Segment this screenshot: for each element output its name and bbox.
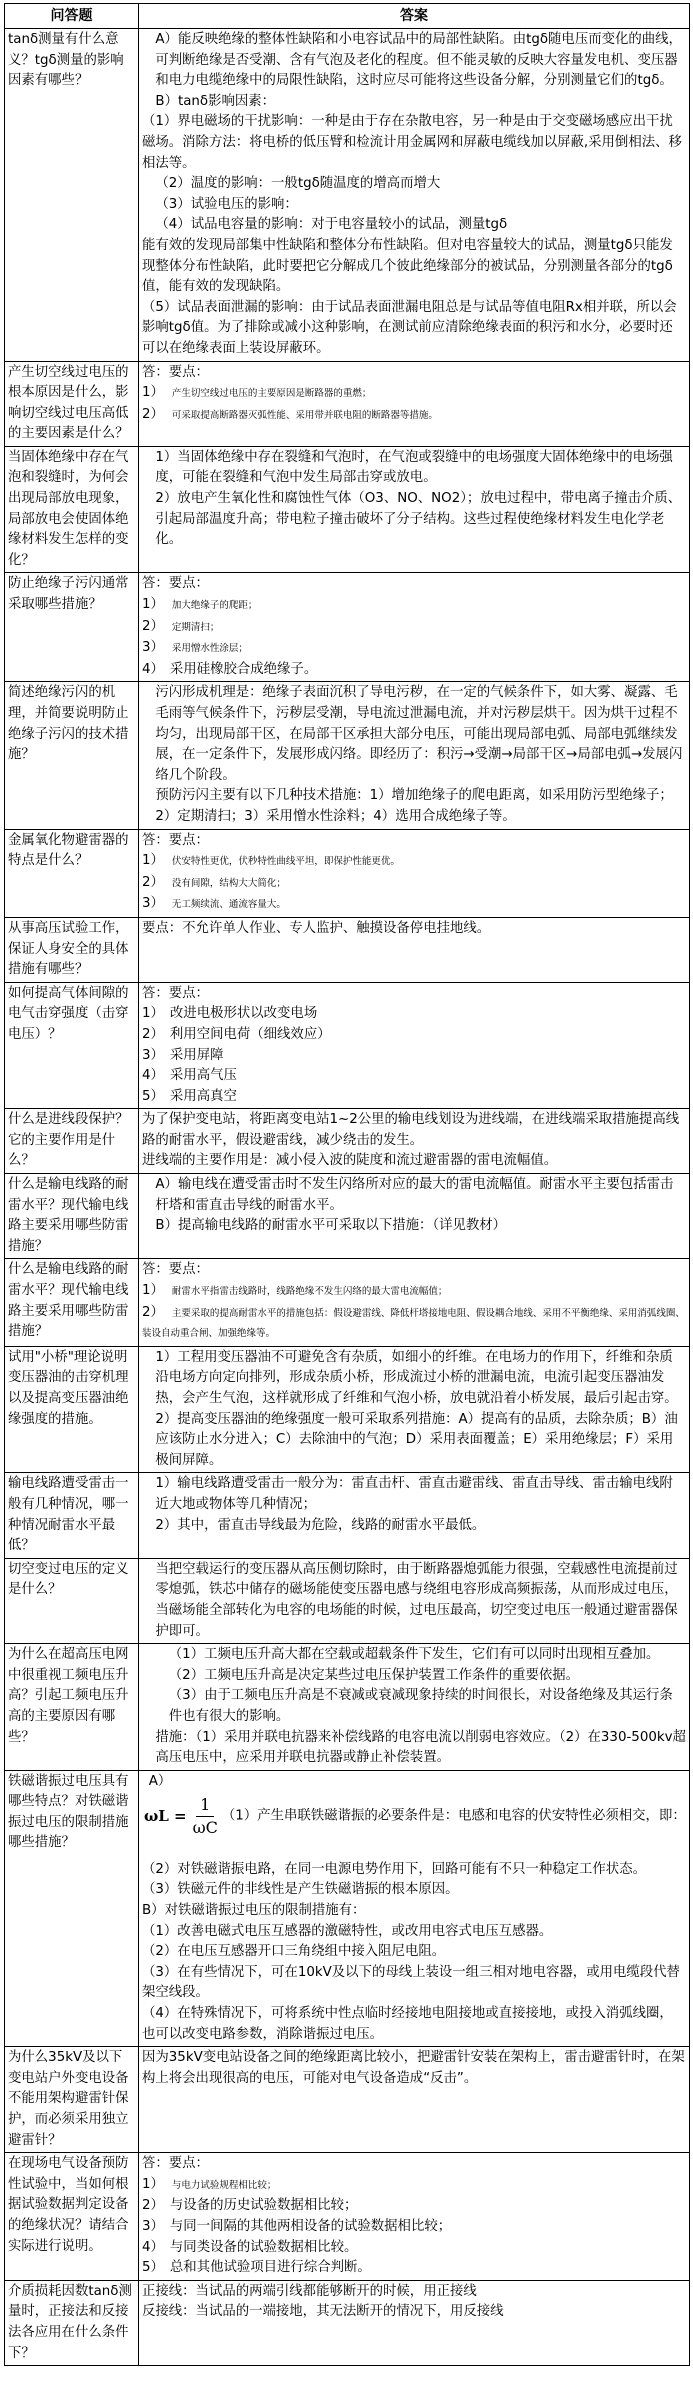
spacer	[142, 1839, 686, 1860]
answer-line	[142, 1728, 686, 1769]
answer-cell	[139, 1109, 690, 1174]
answer-line	[142, 112, 686, 174]
answer-line	[142, 1666, 686, 1687]
answer-cell	[139, 2280, 690, 2365]
list-number: 1）	[142, 597, 164, 613]
answer-line	[142, 2196, 686, 2217]
answer-text: （5）试品表面泄漏的影响：由于试品表面泄漏电阻总是与试品等值电阻Rx相并联，所以会影响tgδ值。为了排除或减小这种影响，在测试前应清除绝缘表面的积污和水分，必要时还可以在绝缘表面上装设屏蔽环。	[142, 299, 677, 356]
answer-text: 改进电极形状以改变电场	[169, 1006, 318, 1022]
formula-lhs: ωL =	[144, 1807, 187, 1826]
list-number: 2）	[142, 2198, 164, 2214]
formula-line	[142, 1792, 686, 1839]
question-cell: 产生切空线过电压的根本原因是什么，影响切空线过电压高低的主要因素是什么？	[5, 361, 139, 446]
question-cell: 简述绝缘污闪的机理，并简要说明防止绝缘子污闪的技术措施？	[5, 682, 139, 829]
answer-cell	[139, 829, 690, 917]
list-number: 1）	[142, 1006, 164, 1022]
answer-text: 与设备的历史试验数据相比较；	[169, 2198, 358, 2214]
answer-cell	[139, 982, 690, 1109]
answer-text: 为了保护变电站，将距离变电站1~2公里的输电线划设为进线端，在进线端采取措施提高线路的耐雷水平，假设避雷线，减少绕击的发生。	[142, 1112, 680, 1148]
answer-text: （4）试品电容量的影响：对于电容量较小的试品，测量tgδ	[155, 217, 508, 233]
answer-line	[142, 1942, 686, 1963]
answer-line	[142, 984, 686, 1005]
table-row	[5, 829, 690, 917]
answer-prefix: A）	[148, 1773, 172, 1789]
list-number: 2）	[142, 874, 164, 890]
answer-line	[142, 1963, 686, 2004]
answer-line	[142, 1303, 686, 1345]
answer-text: 采用屏障	[169, 1047, 224, 1063]
answer-column-header: 答案	[139, 4, 690, 29]
list-number: 2）	[142, 1026, 164, 1042]
list-number: 3）	[142, 1047, 164, 1063]
answer-text: A）能反映绝缘的整体性缺陷和小电容试品中的局部性缺陷。由tgδ随电压而变化的曲线，可判断绝缘是否受潮、含有气泡及老化的程度。但不能灵敏的反映大容量发电机、变压器和电力电缆绝缘中的局限性缺陷，这时应尽可能将这些设备分解，分别测量它们的tgδ。	[155, 32, 682, 89]
answer-text: 反接线：当试品的一端接地，其无法断开的情况下，用反接线	[142, 2304, 504, 2320]
answer-text: 伏安特性更优，伏秒特性曲线平坦，即保护性能更优。	[171, 856, 400, 868]
answer-line	[142, 195, 686, 216]
answer-line	[142, 1216, 686, 1237]
answer-text: 1）工程用变压器油不可避免含有杂质，如细小的纤维。在电场力的作用下，纤维和杂质沿电场方向定向排列，形成杂质小桥，形成流过小桥的泄漏电流，电流引起变压器油发热，会产生气泡，这样就形成了纤维和气泡小桥，放电就沿着小桥发展，最后引起击穿。	[155, 1349, 678, 1406]
answer-line	[142, 489, 686, 551]
answer-text: 采用高气压	[169, 1068, 237, 1084]
answer-line	[142, 2048, 686, 2089]
answer-cell	[139, 1473, 690, 1558]
answer-cell	[139, 29, 690, 362]
answer-text: 要点：不允许单人作业、专人监护、触摸设备停电挂地线。	[142, 920, 491, 936]
answer-text: B）对铁磁谐振过电压的限制措施有：	[142, 1903, 366, 1919]
question-cell: 什么是进线段保护？它的主要作用是什么？	[5, 1109, 139, 1174]
answer-cell	[139, 2047, 690, 2153]
table-row	[5, 2047, 690, 2153]
answer-line	[142, 236, 686, 298]
answer-cell	[139, 361, 690, 446]
answer-text: 1）输电线路遭受雷击一般分为：雷直击杆、雷直击避雷线、雷直击导线、雷击输电线附近大地或物体等几种情况；	[155, 1476, 673, 1512]
table-header-row	[5, 4, 690, 29]
table-row	[5, 1473, 690, 1558]
list-number: 5）	[142, 2260, 164, 2276]
answer-line	[142, 1474, 686, 1515]
answer-text: 耐雷水平指雷击线路时，线路绝缘不发生闪络的最大雷电流幅值；	[171, 1286, 448, 1298]
question-cell: 切空变过电压的定义是什么？	[5, 1558, 139, 1643]
answer-line	[142, 92, 686, 113]
list-number: 2）	[142, 406, 164, 422]
answer-line	[142, 1260, 686, 1281]
answer-cell	[139, 1174, 690, 1259]
answer-line	[142, 1348, 686, 1410]
answer-line	[142, 2154, 686, 2175]
list-number: 1）	[142, 1283, 164, 1299]
answer-text: （3）试验电压的影响：	[155, 196, 298, 212]
table-row	[5, 1770, 690, 2047]
answer-line	[142, 919, 686, 940]
answer-line	[142, 894, 686, 916]
answer-line	[142, 873, 686, 895]
answer-line	[142, 786, 686, 827]
answer-text: 答：要点：	[142, 576, 209, 592]
table-row	[5, 1644, 690, 1771]
answer-line	[142, 2282, 686, 2303]
answer-text: 答：要点：	[142, 832, 209, 848]
question-cell: 金属氧化物避雷器的特点是什么？	[5, 829, 139, 917]
answer-line	[142, 383, 686, 405]
answer-text: （2）对铁磁谐振电路，在同一电源电势作用下，回路可能有不只一种稳定工作状态。	[142, 1861, 646, 1877]
answer-text: 2）其中，雷直击导线最为危险，线路的耐雷水平最低。	[155, 1517, 486, 1533]
answer-line	[142, 1025, 686, 1046]
answer-line	[142, 831, 686, 852]
answer-text: 可采取提高断路器灭弧性能、采用带并联电阻的断路器等措施。	[171, 409, 438, 421]
question-cell: 什么是输电线路的耐雷水平？现代输电线路主要采用哪些防雷措施？	[5, 1259, 139, 1346]
answer-text: 总和其他试验项目进行综合判断。	[169, 2260, 371, 2276]
answer-line	[142, 2238, 686, 2259]
table-row	[5, 29, 690, 362]
question-cell: 为什么在超高压电网中很重视工频电压升高？引起工频电压升高的主要原因有哪些？	[5, 1644, 139, 1771]
answer-cell	[139, 2153, 690, 2281]
answer-text: 与同类设备的试验数据相比较。	[169, 2239, 358, 2255]
list-number: 1）	[142, 853, 164, 869]
answer-text: 答：要点：	[142, 2156, 209, 2172]
answer-text: 采用硅橡胶合成绝缘子。	[169, 661, 318, 677]
answer-text: 采用憎水性涂层；	[171, 643, 248, 655]
table-row	[5, 573, 690, 682]
answer-cell	[139, 917, 690, 982]
answer-line	[142, 1087, 686, 1108]
answer-line	[142, 1151, 686, 1172]
answer-cell	[139, 573, 690, 682]
answer-line	[142, 1901, 686, 1922]
answer-line	[142, 215, 686, 236]
table-row	[5, 2153, 690, 2281]
answer-text: （1）界电磁场的干扰影响：一种是由于存在杂散电容，另一种是由于交变磁场感应出干扰磁场。消除方法：将电桥的低压臂和检流计用金属网和屏蔽电缆线加以屏蔽,采用倒相法、移相法等。	[142, 114, 682, 171]
answer-text: 措施：（1）采用并联电抗器来补偿线路的电容电流以削弱电容效应。（2）在330-500kv超高压电压中，应采用并联电抗器或静止补偿装置。	[155, 1729, 686, 1766]
answer-line	[142, 1281, 686, 1303]
formula-fraction	[193, 1794, 218, 1839]
answer-text: 预防污闪主要有以下几种技术措施：1）增加绝缘子的爬电距离，如采用防污型绝缘子；2）定期清扫；3）采用憎水性涂料；4）选用合成绝缘子等。	[155, 788, 673, 824]
answer-line	[142, 2258, 686, 2279]
answer-line	[142, 683, 686, 786]
question-column-header: 问答题	[5, 4, 139, 29]
question-cell: 如何提高气体间隙的电气击穿强度（击穿电压）？	[5, 982, 139, 1109]
question-cell: 为什么35kV及以下变电站户外变电设备不能用架构避雷针保护，而必须采用独立避雷针？	[5, 2047, 139, 2153]
answer-line	[142, 1004, 686, 1025]
list-number: 5）	[142, 1088, 164, 1104]
answer-text: （2）温度的影响：一般tgδ随温度的增高而增大	[155, 176, 441, 192]
answer-line	[142, 448, 686, 489]
answer-line	[142, 363, 686, 384]
answer-text: 2）放电产生氧化性和腐蚀性气体（O3、NO、NO2）；放电过程中，带电离子撞击介质、引起局部温度升高；带电粒子撞击破坏了分子结构。这些过程使绝缘材料发生电化学老化。	[155, 491, 682, 548]
table-row	[5, 361, 690, 446]
answer-line	[142, 30, 686, 92]
answer-line	[142, 660, 686, 681]
answer-line	[142, 638, 686, 660]
table-row	[5, 446, 690, 573]
answer-text: 定期清扫；	[171, 621, 220, 633]
answer-cell	[139, 1346, 690, 1473]
list-number: 4）	[142, 661, 164, 677]
question-cell: 从事高压试验工作，保证人身安全的具体措施有哪些？	[5, 917, 139, 982]
answer-text: 正接线：当试品的两端引线都能够断开的时候，用正接线	[142, 2283, 477, 2299]
answer-text: 进线端的主要作用是：减小侵入波的陡度和流过避雷器的雷电流幅值。	[142, 1153, 558, 1169]
table-row	[5, 917, 690, 982]
table-row	[5, 1558, 690, 1643]
answer-text: （2）在电压互感器开口三角绕组中接入阻尼电阻。	[142, 1944, 446, 1960]
list-number: 3）	[142, 896, 164, 912]
answer-line	[142, 574, 686, 595]
question-cell: 什么是输电线路的耐雷水平？现代输电线路主要采用哪些防雷措施？	[5, 1174, 139, 1259]
answer-line	[142, 1645, 686, 1666]
answer-line	[142, 1560, 686, 1642]
answer-line	[142, 1110, 686, 1151]
answer-line	[142, 1880, 686, 1901]
list-number: 2）	[142, 1304, 164, 1320]
answer-text: 2）提高变压器油的绝缘强度一般可采取系列措施：A）提高有的品质，去除杂质；B）油应该防止水分进入；C）去除油中的气泡；D）采用表面覆盖；E）采用绝缘层；F）采用极间屏障。	[155, 1411, 678, 1468]
answer-text: 与电力试验规程相比较；	[171, 2179, 277, 2191]
table-row	[5, 982, 690, 1109]
answer-text: 采用高真空	[169, 1088, 237, 1104]
answer-line	[142, 595, 686, 617]
question-cell: 当固体绝缘中存在气泡和裂缝时，为何会出现局部放电现象，局部放电会使固体绝缘材料发生怎样的变化？	[5, 446, 139, 573]
answer-text: （4）在特殊情况下，可将系统中性点临时经接地电阻接地或直接接地，或投入消弧线圈，也可以改变电路参数，消除谐振过电压。	[142, 2006, 673, 2042]
answer-text: 答：要点：	[142, 1262, 209, 1278]
list-number: 3）	[142, 2218, 164, 2234]
answer-text: 当把空载运行的变压器从高压侧切除时，由于断路器熄弧能力很强，空载感性电流提前过零熄弧，铁芯中储存的磁场能使变压器电感与绕组电容形成高频振荡，从而形成过电压，当磁场能全部转化为电容的电场能的时候，过电压最高，切空变过电压一般通过避雷器保护即可。	[155, 1561, 678, 1639]
answer-text: 加大绝缘子的爬距；	[171, 600, 258, 612]
list-number: 4）	[142, 2239, 164, 2255]
answer-text: 答：要点：	[142, 364, 209, 380]
answer-cell	[139, 682, 690, 829]
qa-table-body	[5, 29, 690, 2366]
question-cell: tanδ测量有什么意义？tgδ测量的影响因素有哪些？	[5, 29, 139, 362]
answer-text: 污闪形成机理是：绝缘子表面沉积了导电污秽，在一定的气候条件下，如大雾、凝露、毛毛雨等气候条件下，污秽层受潮，导电流过泄漏电流，并对污秽层烘干。因为烘干过程不均匀，出现局部干区，在局部干区承担大部分电压，可能出现局部电弧、局部电弧继续发展，在一定条件下，发展形成闪络。即经历了：积污→受潮→局部干区→局部电弧→发展闪络几个阶段。	[155, 685, 683, 783]
answer-text: （1）改善电磁式电压互感器的激磁特性，或改用电容式电压互感器。	[142, 1923, 553, 1939]
list-number: 4）	[142, 1068, 164, 1084]
answer-line	[142, 2302, 686, 2323]
table-row	[5, 1259, 690, 1346]
answer-line	[142, 298, 686, 360]
table-row	[5, 1174, 690, 1259]
table-row	[5, 682, 690, 829]
answer-cell	[139, 1770, 690, 2047]
answer-text: 利用空间电荷（细线效应）	[169, 1026, 331, 1042]
answer-text: B）tanδ影响因素：	[155, 93, 276, 109]
resonance-formula	[144, 1794, 218, 1839]
answer-line	[142, 851, 686, 873]
answer-line	[142, 1686, 686, 1727]
answer-cell	[139, 1644, 690, 1771]
answer-line	[142, 1410, 686, 1472]
answer-line	[142, 2175, 686, 2197]
table-row	[5, 1109, 690, 1174]
qa-table	[4, 3, 690, 2366]
answer-cell	[139, 446, 690, 573]
list-number: 2）	[142, 618, 164, 634]
answer-text: （3）铁磁元件的非线性是产生铁磁谐振的根本原因。	[142, 1882, 459, 1898]
answer-text: 与同一间隔的其他两相设备的试验数据相比较；	[169, 2218, 452, 2234]
answer-line	[142, 1516, 686, 1537]
answer-text: B）提高输电线路的耐雷水平可采取以下措施：（详见教材）	[155, 1218, 507, 1234]
list-number: 3）	[142, 640, 164, 656]
answer-text: A）输电线在遭受雷击时不发生闪络所对应的最大的雷电流幅值。耐雷水平主要包括雷击杆塔和雷直击导线的耐雷水平。	[155, 1177, 674, 1213]
list-number: 1）	[142, 385, 164, 401]
answer-text: 能有效的发现局部集中性缺陷和整体分布性缺陷。但对电容量较大的试品，测量tgδ只能发现整体分布性缺陷，此时要把它分解成几个彼此绝缘部分的被试品，分别测量各部分的tgδ值，能有效的发现缺陷。	[142, 237, 673, 295]
answer-line	[142, 1175, 686, 1216]
question-cell: 介质损耗因数tanδ测量时，正接法和反接法各应用在什么条件下？	[5, 2280, 139, 2365]
answer-line	[142, 2217, 686, 2238]
answer-line	[142, 1066, 686, 1087]
answer-cell	[139, 1558, 690, 1643]
answer-text: （3）在有些情况下，可在10kV及以下的母线上装设一组三相对地电容器，或用电缆段代替架空线段。	[142, 1964, 680, 2001]
answer-line	[142, 2004, 686, 2045]
answer-text: 答：要点：	[142, 985, 209, 1001]
table-row	[5, 2280, 690, 2365]
answer-text: 因为35kV变电站设备之间的绝缘距离比较小，把避雷针安装在架构上，雷击避雷针时，在架构上将会出现很高的电压，可能对电气设备造成“反击”。	[142, 2050, 685, 2086]
list-number: 1）	[142, 2176, 164, 2192]
formula-denominator: ωC	[192, 1818, 218, 1838]
formula-numerator: 1	[196, 1794, 214, 1817]
answer-cell	[139, 1259, 690, 1346]
answer-line	[142, 174, 686, 195]
question-cell: 铁磁谐振过电压具有哪些特点？对铁磁谐振过电压的限制措施哪些措施？	[5, 1770, 139, 2047]
answer-text: 无工频续流、通流容量大。	[171, 899, 286, 911]
answer-text: 1）当固体绝缘中存在裂缝和气泡时，在气泡或裂缝中的电场强度大固体绝缘中的电场强度，可能在裂缝和气泡中发生局部击穿或放电。	[155, 449, 673, 486]
answer-text: 产生切空线过电压的主要原因是断路器的重燃；	[171, 388, 372, 400]
answer-line	[142, 617, 686, 639]
answer-text: （2）工频电压升高是决定某些过电压保护装置工作条件的重要依据。	[168, 1667, 580, 1683]
answer-line	[142, 1860, 686, 1881]
answer-line	[142, 1922, 686, 1943]
answer-text: （3）由于工频电压升高是不衰减或衰减现象持续的时间很长，对设备绝缘及其运行条件也有很大的影响。	[168, 1688, 673, 1724]
question-cell: 在现场电气设备预防性试验中，当如何根据试验数据判定设备的绝缘状况？请结合实际进行说明。	[5, 2153, 139, 2281]
question-cell: 防止绝缘子污闪通常采取哪些措施？	[5, 573, 139, 682]
question-cell: 输电线路遭受雷击一般有几种情况，哪一种情况耐雷水平最低？	[5, 1473, 139, 1558]
answer-text: （1）工频电压升高大都在空载或超载条件下发生，它们有可以同时出现相互叠加。	[168, 1647, 660, 1663]
table-row	[5, 1346, 690, 1473]
formula-explanation: （1）产生串联铁磁谐振的必要条件是：电感和电容的伏安特性必须相交，即：	[221, 1808, 686, 1824]
answer-line	[142, 1046, 686, 1067]
answer-text: 主要采取的提高耐雷水平的措施包括：假设避雷线、降低杆塔接地电阻、假设耦合地线、采用不平衡绝缘、采用消弧线圈、装设自动重合闸、加强绝缘等。	[142, 1307, 685, 1340]
question-cell: 试用"小桥"理论说明变压器油的击穿机理以及提高变压器油绝缘强度的措施。	[5, 1346, 139, 1473]
answer-line	[142, 405, 686, 427]
answer-text: 没有间隙，结构大大简化；	[171, 877, 286, 889]
